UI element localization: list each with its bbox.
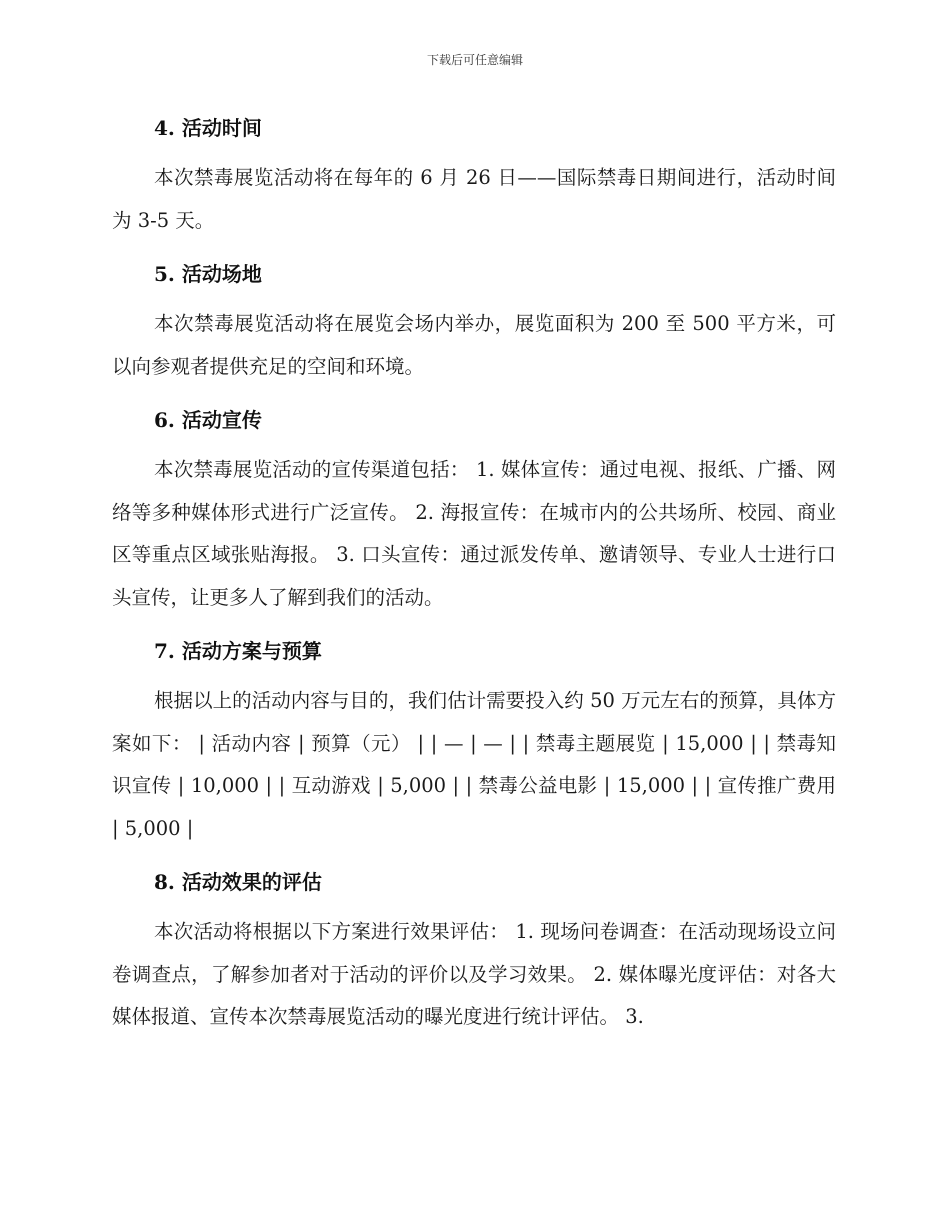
document-body [112,106,836,1039]
section-body-effect-evaluation: 本次活动将根据以下方案进行效果评估： 1. 现场问卷调查：在活动现场设立问卷调查点，了解参加者对于活动的评价以及学习效果。 2. 媒体曝光度评估：对各大媒体报道、宣传本次禁毒展览活动的曝光度进行统计评估。 3. [112,920,836,1028]
section-body-activity-time: 本次禁毒展览活动将在每年的 6 月 26 日——国际禁毒日期间进行，活动时间为 3-5 天。 [112,166,836,232]
section-heading-plan-budget: 7. 活动方案与预算 [154,639,322,663]
page-header: 下载后可任意编辑 [426,53,523,67]
section-body-plan-budget: 根据以上的活动内容与目的，我们估计需要投入约 50 万元左右的预算，具体方案如下： | 活动内容 | 预算（元） | | — | — | | 禁毒主题展览 | 15,000 | | 禁毒知识宣传 | 10,000 | | 互动游戏 | 5,000 | | 禁毒公益电影 | 15,000 | | 宣传推广费用 | 5,000 | [112,689,836,840]
section-heading-activity-venue: 5. 活动场地 [154,262,262,286]
section-heading-activity-promotion: 6. 活动宣传 [154,408,262,432]
section-body-activity-venue: 本次禁毒展览活动将在展览会场内举办，展览面积为 200 至 500 平方米，可以向参观者提供充足的空间和环境。 [112,312,836,378]
section-heading-activity-time: 4. 活动时间 [154,116,262,140]
section-heading-effect-evaluation: 8. 活动效果的评估 [154,870,322,894]
section-body-activity-promotion: 本次禁毒展览活动的宣传渠道包括： 1. 媒体宣传：通过电视、报纸、广播、网络等多种媒体形式进行广泛宣传。 2. 海报宣传：在城市内的公共场所、校园、商业区等重点区域张贴海报。 3. 口头宣传：通过派发传单、邀请领导、专业人士进行口头宣传，让更多人了解到我们的活动。 [112,458,836,609]
